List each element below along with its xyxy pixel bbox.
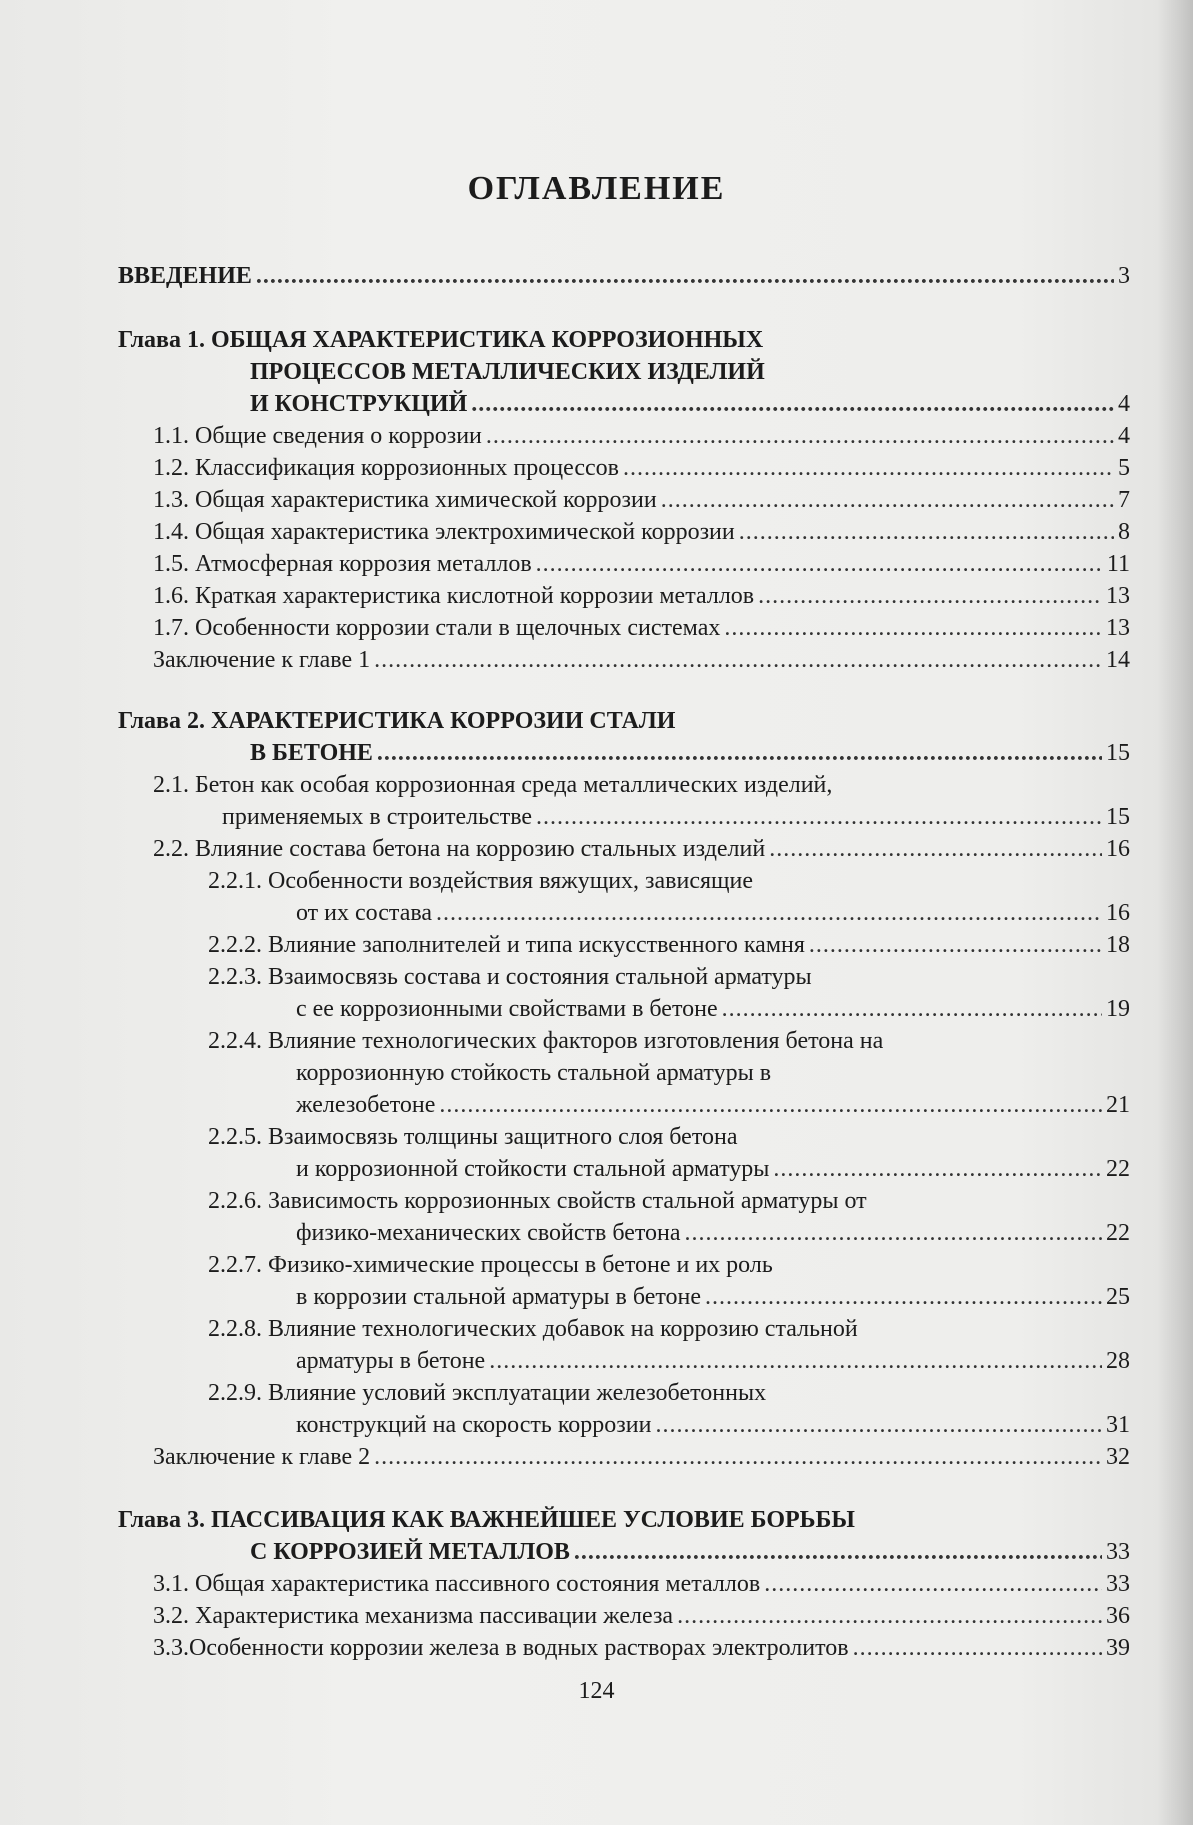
toc-entry-1-1 bbox=[153, 420, 1130, 452]
dot-leader bbox=[722, 993, 1102, 1025]
toc-entry-intro bbox=[118, 260, 1130, 292]
dot-leader bbox=[374, 644, 1102, 676]
toc-entry-2-2-2 bbox=[208, 929, 1130, 961]
page-number: 31 bbox=[1106, 1412, 1130, 1438]
entry-label: 1.6. Краткая характеристика кислотной коррозии металлов bbox=[153, 583, 755, 609]
toc-entry-2-2-4-line-3 bbox=[296, 1089, 1130, 1121]
toc-entry-2-conclusion bbox=[153, 1441, 1130, 1473]
entry-label: железобетоне bbox=[296, 1092, 436, 1118]
dot-leader bbox=[705, 1281, 1102, 1313]
dot-leader bbox=[677, 1600, 1102, 1632]
page-number: 21 bbox=[1106, 1092, 1130, 1118]
toc-title: ОГЛАВЛЕНИЕ bbox=[467, 170, 726, 207]
toc-entry-2-2-1-line-1: 2.2.1. Особенности воздействия вяжущих, зависящие bbox=[208, 868, 754, 894]
page-number: 14 bbox=[1106, 647, 1130, 673]
dot-leader bbox=[758, 580, 1102, 612]
page-number: 7 bbox=[1118, 487, 1130, 513]
page-number: 8 bbox=[1118, 519, 1130, 545]
dot-leader bbox=[853, 1632, 1102, 1664]
page-number: 32 bbox=[1106, 1444, 1130, 1470]
toc-entry-3-3 bbox=[153, 1632, 1130, 1664]
dot-leader bbox=[489, 1345, 1102, 1377]
entry-label: арматуры в бетоне bbox=[296, 1348, 486, 1374]
page-number: 15 bbox=[1106, 804, 1130, 830]
dot-leader bbox=[374, 1441, 1102, 1473]
toc-entry-2-2-5-line-2 bbox=[296, 1153, 1130, 1185]
toc-entry-1-2 bbox=[153, 452, 1130, 484]
page-number: 4 bbox=[1118, 423, 1130, 449]
page-number: 11 bbox=[1106, 551, 1130, 577]
page-number: 4 bbox=[1118, 391, 1130, 417]
entry-label: 3.1. Общая характеристика пассивного состояния металлов bbox=[153, 1571, 761, 1597]
entry-label: 1.4. Общая характеристика электрохимической коррозии bbox=[153, 519, 735, 545]
entry-label: 1.1. Общие сведения о коррозии bbox=[153, 423, 482, 449]
entry-label: с ее коррозионными свойствами в бетоне bbox=[296, 996, 718, 1022]
page-number: 33 bbox=[1106, 1571, 1130, 1597]
toc-entry-2-2-8-line-1: 2.2.8. Влияние технологических добавок на коррозию стальной bbox=[208, 1316, 858, 1342]
entry-label: Заключение к главе 1 bbox=[153, 647, 371, 673]
toc-entry-2-2-9-line-1: 2.2.9. Влияние условий эксплуатации железобетонных bbox=[208, 1380, 767, 1406]
dot-leader bbox=[685, 1217, 1102, 1249]
page-number: 36 bbox=[1106, 1603, 1130, 1629]
dot-leader bbox=[769, 833, 1102, 865]
entry-label: 2.2. Влияние состава бетона на коррозию стальных изделий bbox=[153, 836, 766, 862]
dot-leader bbox=[436, 897, 1102, 929]
dot-leader bbox=[486, 420, 1114, 452]
chapter-1-heading-line-3 bbox=[250, 388, 1130, 420]
dot-leader bbox=[623, 452, 1114, 484]
entry-label: Заключение к главе 2 bbox=[153, 1444, 371, 1470]
toc-entry-2-2-6-line-1: 2.2.6. Зависимость коррозионных свойств стальной арматуры от bbox=[208, 1188, 867, 1214]
entry-label: В БЕТОНЕ bbox=[250, 740, 373, 766]
chapter-1-heading-line-2: ПРОЦЕССОВ МЕТАЛЛИЧЕСКИХ ИЗДЕЛИЙ bbox=[250, 359, 765, 385]
chapter-2-heading-line-2 bbox=[250, 737, 1130, 769]
page-number: 13 bbox=[1106, 615, 1130, 641]
entry-label: 1.2. Классификация коррозионных процессов bbox=[153, 455, 620, 481]
toc-entry-2-2-6-line-2 bbox=[296, 1217, 1130, 1249]
dot-leader bbox=[764, 1568, 1102, 1600]
dot-leader bbox=[536, 801, 1102, 833]
toc-entry-1-4 bbox=[153, 516, 1130, 548]
entry-label: И КОНСТРУКЦИЙ bbox=[250, 391, 468, 417]
toc-entry-2-2-1-line-2 bbox=[296, 897, 1130, 929]
toc-entry-2-1-line-2 bbox=[222, 801, 1130, 833]
toc-entry-2-2 bbox=[153, 833, 1130, 865]
entry-label: от их состава bbox=[296, 900, 433, 926]
dot-leader bbox=[536, 548, 1103, 580]
toc-entry-2-2-7-line-1: 2.2.7. Физико-химические процессы в бетоне и их роль bbox=[208, 1252, 773, 1278]
entry-label: С КОРРОЗИЕЙ МЕТАЛЛОВ bbox=[250, 1539, 570, 1565]
dot-leader bbox=[809, 929, 1102, 961]
entry-label: ВВЕДЕНИЕ bbox=[118, 263, 252, 289]
chapter-3-heading-line-1: Глава 3. ПАССИВАЦИЯ КАК ВАЖНЕЙШЕЕ УСЛОВИЕ БОРЬБЫ bbox=[118, 1507, 855, 1533]
dot-leader bbox=[655, 1409, 1102, 1441]
page-number: 25 bbox=[1106, 1284, 1130, 1310]
chapter-1-heading-line-1: Глава 1. ОБЩАЯ ХАРАКТЕРИСТИКА КОРРОЗИОННЫХ bbox=[118, 327, 764, 353]
chapter-2-heading-line-1: Глава 2. ХАРАКТЕРИСТИКА КОРРОЗИИ СТАЛИ bbox=[118, 708, 676, 734]
toc-entry-2-2-7-line-2 bbox=[296, 1281, 1130, 1313]
entry-label: и коррозионной стойкости стальной арматуры bbox=[296, 1156, 770, 1182]
page-number: 16 bbox=[1106, 836, 1130, 862]
toc-entry-2-2-4-line-1: 2.2.4. Влияние технологических факторов изготовления бетона на bbox=[208, 1028, 884, 1054]
entry-label: 3.3.Особенности коррозии железа в водных растворах электролитов bbox=[153, 1635, 849, 1661]
toc-entry-1-3 bbox=[153, 484, 1130, 516]
page-number: 15 bbox=[1106, 740, 1130, 766]
page-number: 22 bbox=[1106, 1156, 1130, 1182]
toc-entry-2-2-4-line-2: коррозионную стойкость стальной арматуры в bbox=[296, 1060, 772, 1086]
dot-leader bbox=[256, 260, 1114, 292]
toc-entry-3-1 bbox=[153, 1568, 1130, 1600]
dot-leader bbox=[439, 1089, 1102, 1121]
page-edge-shadow bbox=[1157, 0, 1193, 1825]
entry-label: 2.2.2. Влияние заполнителей и типа искусственного камня bbox=[208, 932, 805, 958]
entry-label: физико-механических свойств бетона bbox=[296, 1220, 681, 1246]
dot-leader bbox=[661, 484, 1114, 516]
toc-entry-2-2-3-line-1: 2.2.3. Взаимосвязь состава и состояния стальной арматуры bbox=[208, 964, 812, 990]
page-number: 13 bbox=[1106, 583, 1130, 609]
dot-leader bbox=[739, 516, 1114, 548]
page-folio-number: 124 bbox=[578, 1678, 615, 1704]
page-number: 28 bbox=[1106, 1348, 1130, 1374]
page-number: 22 bbox=[1106, 1220, 1130, 1246]
dot-leader bbox=[471, 388, 1114, 420]
toc-entry-3-2 bbox=[153, 1600, 1130, 1632]
toc-entry-2-2-8-line-2 bbox=[296, 1345, 1130, 1377]
page-number: 3 bbox=[1118, 263, 1130, 289]
page-number: 5 bbox=[1118, 455, 1130, 481]
entry-label: применяемых в строительстве bbox=[222, 804, 533, 830]
entry-label: конструкций на скорость коррозии bbox=[296, 1412, 652, 1438]
toc-entry-2-2-3-line-2 bbox=[296, 993, 1130, 1025]
dot-leader bbox=[377, 737, 1102, 769]
toc-entry-2-2-9-line-2 bbox=[296, 1409, 1130, 1441]
toc-entry-2-2-5-line-1: 2.2.5. Взаимосвязь толщины защитного слоя бетона bbox=[208, 1124, 738, 1150]
entry-label: 1.7. Особенности коррозии стали в щелочных системах bbox=[153, 615, 721, 641]
entry-label: в коррозии стальной арматуры в бетоне bbox=[296, 1284, 702, 1310]
page-number: 39 bbox=[1106, 1635, 1130, 1661]
entry-label: 3.2. Характеристика механизма пассивации железа bbox=[153, 1603, 674, 1629]
toc-entry-1-7 bbox=[153, 612, 1130, 644]
toc-entry-1-conclusion bbox=[153, 644, 1130, 676]
dot-leader bbox=[773, 1153, 1102, 1185]
page-number: 19 bbox=[1106, 996, 1130, 1022]
page-number: 16 bbox=[1106, 900, 1130, 926]
dot-leader bbox=[724, 612, 1102, 644]
toc-entry-1-6 bbox=[153, 580, 1130, 612]
toc-entry-2-1-line-1: 2.1. Бетон как особая коррозионная среда металлических изделий, bbox=[153, 772, 833, 798]
page-number: 33 bbox=[1106, 1539, 1130, 1565]
entry-label: 1.3. Общая характеристика химической коррозии bbox=[153, 487, 657, 513]
toc-entry-1-5 bbox=[153, 548, 1130, 580]
dot-leader bbox=[574, 1536, 1102, 1568]
page-number: 18 bbox=[1106, 932, 1130, 958]
chapter-3-heading-line-2 bbox=[250, 1536, 1130, 1568]
entry-label: 1.5. Атмосферная коррозия металлов bbox=[153, 551, 532, 577]
